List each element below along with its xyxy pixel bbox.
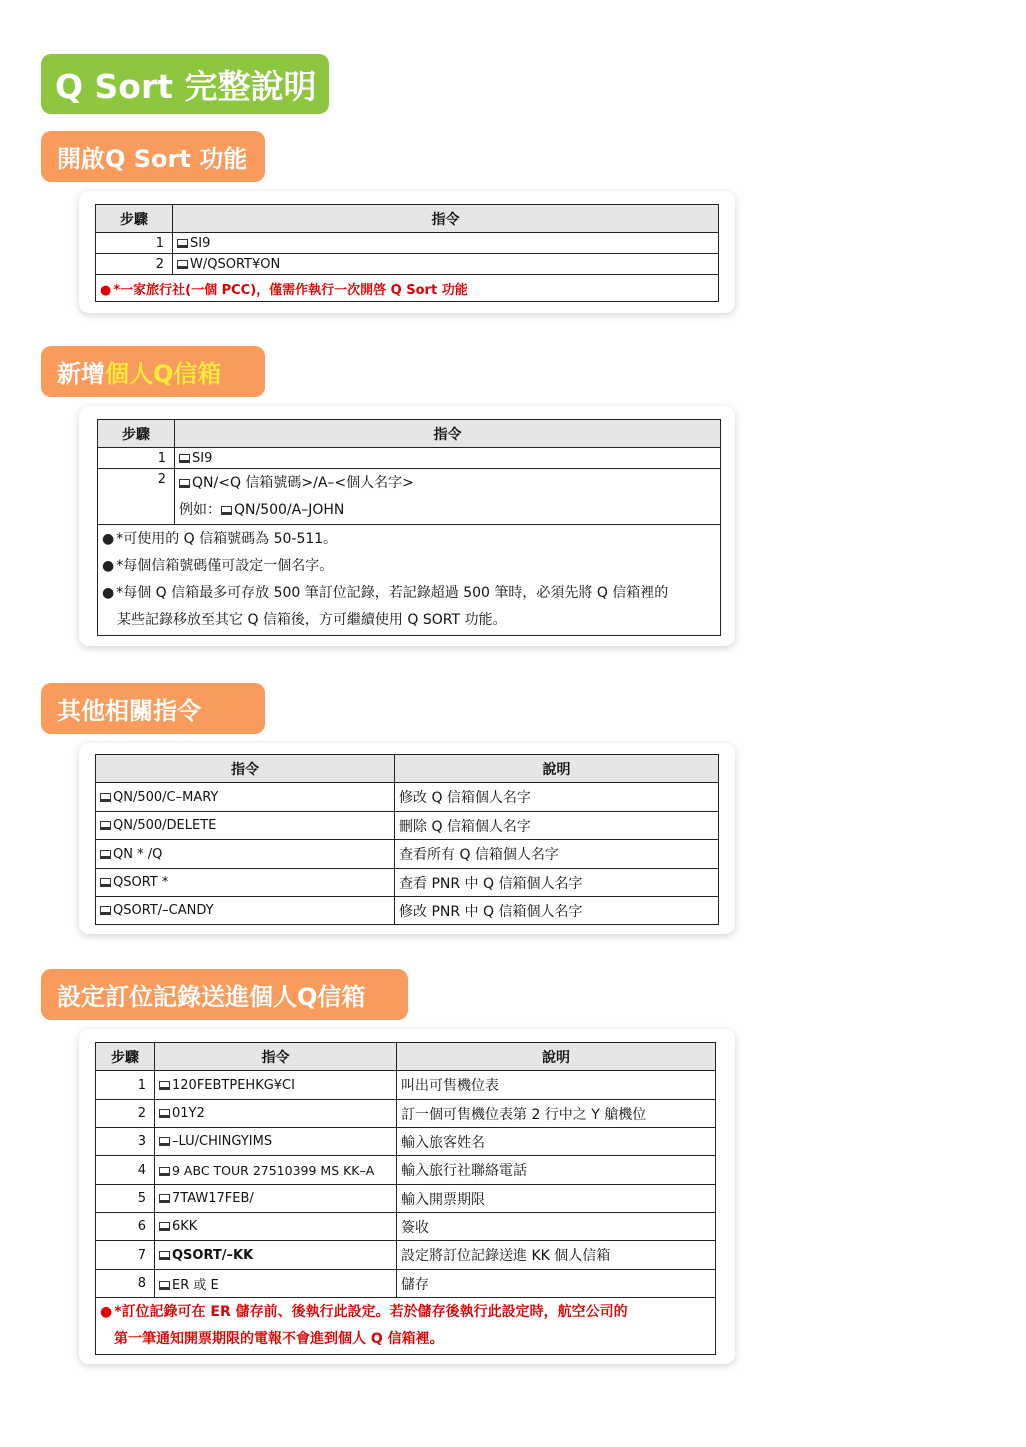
desc-cell: 輸入旅行社聯絡電話 xyxy=(397,1156,716,1185)
computer-icon xyxy=(221,506,232,515)
computer-icon xyxy=(179,479,190,488)
desc-cell: 刪除 Q 信箱個人名字 xyxy=(395,812,719,840)
header-desc: 說明 xyxy=(395,755,719,783)
step-number: 1 xyxy=(98,448,175,469)
command-cell: ER 或 E xyxy=(155,1270,397,1298)
command-cell: QSORT * xyxy=(96,869,395,897)
desc-cell: 修改 PNR 中 Q 信箱個人名字 xyxy=(395,897,719,925)
step-number: 1 xyxy=(96,233,173,254)
table-row xyxy=(96,1185,716,1213)
table-row xyxy=(96,1100,716,1128)
command-cell: W/QSORT¥ON xyxy=(173,254,719,275)
desc-cell: 設定將訂位記錄送進 KK 個人信箱 xyxy=(397,1241,716,1270)
computer-icon xyxy=(100,906,111,915)
step-number: 2 xyxy=(96,254,173,275)
command-cell: 9 ABC TOUR 27510399 MS KK–A xyxy=(155,1156,397,1185)
computer-icon xyxy=(100,850,111,859)
computer-icon xyxy=(177,239,188,248)
table-row xyxy=(96,1128,716,1156)
computer-icon xyxy=(100,878,111,887)
step-number: 7 xyxy=(96,1241,155,1270)
bomb-icon: ● xyxy=(100,282,112,298)
header-step: 步驟 xyxy=(96,1043,155,1071)
step-number: 2 xyxy=(98,469,175,525)
note-line: ● *可使用的 Q 信箱號碼為 50-511。 xyxy=(102,531,338,547)
computer-icon xyxy=(179,454,190,463)
table-row xyxy=(96,1213,716,1241)
step-number: 4 xyxy=(96,1156,155,1185)
desc-cell: 簽收 xyxy=(397,1213,716,1241)
bomb-icon: ● xyxy=(100,1304,113,1320)
table-row xyxy=(96,869,719,897)
note-row: ● *訂位記錄可在 ER 儲存前、後執行此設定。若於儲存後執行此設定時，航空公司的 第一筆通知開票期限的電報不會進到個人 Q 信箱裡。 xyxy=(96,1298,716,1355)
notes-cell xyxy=(98,525,721,636)
note-line: ● *每個信箱號碼僅可設定一個名字。 xyxy=(102,558,334,574)
desc-cell: 查看 PNR 中 Q 信箱個人名字 xyxy=(395,869,719,897)
command-cell: QSORT/–KK xyxy=(155,1241,397,1270)
table-row xyxy=(96,233,719,254)
step-number: 3 xyxy=(96,1128,155,1156)
desc-cell: 輸入開票期限 xyxy=(397,1185,716,1213)
header-command: 指令 xyxy=(173,205,719,233)
computer-icon xyxy=(100,821,111,830)
table-row xyxy=(96,1241,716,1270)
section-heading-enable: 開啟Q Sort 功能 xyxy=(41,131,265,182)
command-cell: QSORT/–CANDY xyxy=(96,897,395,925)
send-table xyxy=(95,1042,716,1355)
command-cell: QN/500/C–MARY xyxy=(96,783,395,812)
computer-icon xyxy=(159,1137,170,1146)
bomb-icon: ● xyxy=(102,531,115,547)
command-cell: SI9 xyxy=(173,233,719,254)
command-cell: –LU/CHINGYIMS xyxy=(155,1128,397,1156)
command-cell: QN * /Q xyxy=(96,840,395,869)
step-number: 2 xyxy=(96,1100,155,1128)
step-number: 1 xyxy=(96,1071,155,1100)
command-cell: SI9 xyxy=(175,448,721,469)
command-cell: 01Y2 xyxy=(155,1100,397,1128)
command-cell: 7TAW17FEB/ xyxy=(155,1185,397,1213)
table-row xyxy=(96,254,719,275)
desc-cell: 修改 Q 信箱個人名字 xyxy=(395,783,719,812)
note-row: ● *一家旅行社(一個 PCC)，僅需作執行一次開啓 Q Sort 功能 xyxy=(96,275,719,302)
computer-icon xyxy=(177,260,188,269)
desc-cell: 輸入旅客姓名 xyxy=(397,1128,716,1156)
table-row xyxy=(98,469,721,525)
section-heading-add: 新增 個人Q信箱 xyxy=(41,346,265,397)
header-step: 步驟 xyxy=(96,205,173,233)
note-line: ● *每個 Q 信箱最多可存放 500 筆訂位記錄，若記錄超過 500 筆時，必須先將 Q 信箱裡的 xyxy=(102,585,669,601)
header-desc: 說明 xyxy=(397,1043,716,1071)
command-cell: QN/<Q 信箱號碼>/A–<個人名字> 例如： QN/500/A–JOHN xyxy=(175,469,721,525)
table-row xyxy=(96,1156,716,1185)
section-heading-other: 其他相關指令 xyxy=(41,683,265,734)
page-title: Q Sort 完整說明 xyxy=(41,54,329,114)
computer-icon xyxy=(100,793,111,802)
header-command: 指令 xyxy=(96,755,395,783)
table-row xyxy=(98,448,721,469)
desc-cell: 查看所有 Q 信箱個人名字 xyxy=(395,840,719,869)
table-row xyxy=(96,812,719,840)
computer-icon xyxy=(159,1167,170,1176)
command-cell: 6KK xyxy=(155,1213,397,1241)
note-line: 某些記錄移放至其它 Q 信箱後，方可繼續使用 Q SORT 功能。 xyxy=(117,612,507,628)
bomb-icon: ● xyxy=(102,558,115,574)
computer-icon xyxy=(159,1222,170,1231)
table-row xyxy=(96,783,719,812)
header-step: 步驟 xyxy=(98,420,175,448)
step-number: 6 xyxy=(96,1213,155,1241)
table-row xyxy=(96,1270,716,1298)
computer-icon xyxy=(159,1251,170,1260)
computer-icon xyxy=(159,1109,170,1118)
step-number: 8 xyxy=(96,1270,155,1298)
add-table xyxy=(97,419,721,636)
section-heading-send: 設定訂位記錄送進個人Q信箱 xyxy=(41,969,408,1020)
desc-cell: 訂一個可售機位表第 2 行中之 Y 艙機位 xyxy=(397,1100,716,1128)
table-row xyxy=(96,840,719,869)
computer-icon xyxy=(159,1081,170,1090)
command-cell: 120FEBTPEHKG¥CI xyxy=(155,1071,397,1100)
table-row xyxy=(96,897,719,925)
enable-table xyxy=(95,204,719,302)
header-command: 指令 xyxy=(175,420,721,448)
computer-icon xyxy=(159,1194,170,1203)
other-table xyxy=(95,754,719,925)
table-row xyxy=(96,1071,716,1100)
desc-cell: 叫出可售機位表 xyxy=(397,1071,716,1100)
desc-cell: 儲存 xyxy=(397,1270,716,1298)
step-number: 5 xyxy=(96,1185,155,1213)
header-command: 指令 xyxy=(155,1043,397,1071)
command-cell: QN/500/DELETE xyxy=(96,812,395,840)
bomb-icon: ● xyxy=(102,585,115,601)
computer-icon xyxy=(159,1281,170,1290)
